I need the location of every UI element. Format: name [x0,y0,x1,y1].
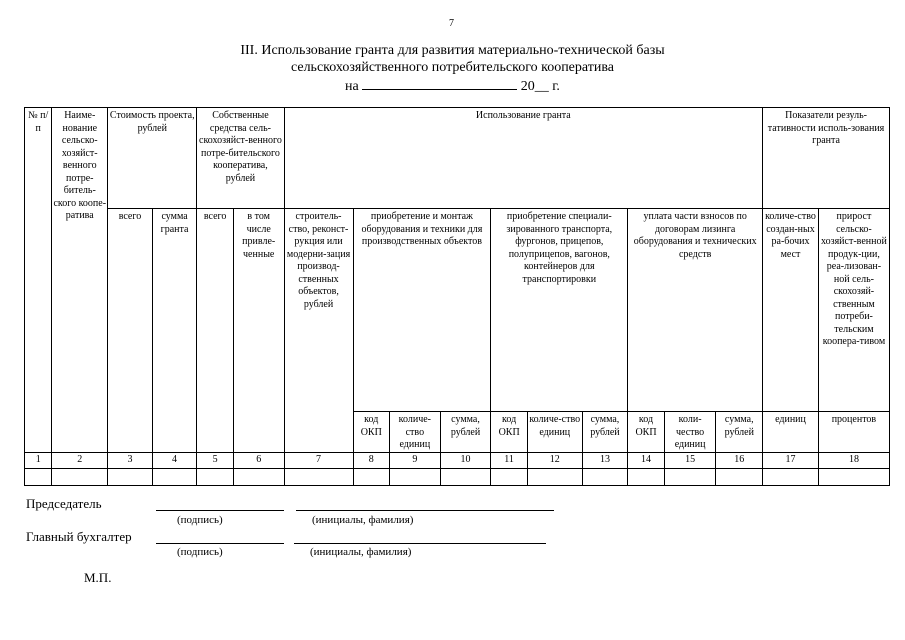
column-number: 7 [284,453,353,469]
column-number: 10 [440,453,491,469]
column-number: 14 [628,453,665,469]
empty-cell[interactable] [716,469,763,486]
header-growth: прирост сельско-хозяйст-венной продук-ции, реа-лизован-ной сель-скохозяй-ственным потреби-тельским коопера-тивом [818,209,889,412]
period-prefix: на [345,79,359,94]
header-equipment-okp: код ОКП [353,412,390,453]
column-number-row [25,453,890,469]
header-construction: строитель-ство, реконст-рукция или модерни-зация производ-ственных объектов, рублей [284,209,353,453]
header-transport-sum: сумма, рублей [582,412,628,453]
empty-cell[interactable] [491,469,528,486]
chairman-signature-line[interactable] [156,510,284,511]
grant-usage-table [24,107,890,486]
empty-cell[interactable] [664,469,716,486]
header-own-funds-group: Собственные средства сель-скохозяйст-венного потре-бительского кооператива, рублей [197,108,284,209]
header-transport-qty: количе-ство единиц [527,412,582,453]
header-leasing-sum: сумма, рублей [716,412,763,453]
stamp-label: М.П. [84,570,112,585]
column-number: 2 [52,453,108,469]
header-cost-group: Стоимость проекта, рублей [108,108,197,209]
chairman-name-caption: (инициалы, фамилия) [312,514,414,526]
header-leasing-group: уплата части взносов по договорам лизинга оборудования и технических средств [628,209,763,412]
column-number: 16 [716,453,763,469]
column-number: 15 [664,453,716,469]
empty-cell[interactable] [440,469,491,486]
chairman-name-line[interactable] [296,510,554,511]
header-num: № п/п [25,108,52,453]
header-own-attracted: в том числе привле-ченные [233,209,284,453]
period-year: 20__ г. [520,79,560,94]
column-number: 4 [152,453,197,469]
header-equipment-group: приобретение и монтаж оборудования и техники для производственных объектов [353,209,491,412]
empty-cell[interactable] [152,469,197,486]
empty-cell[interactable] [390,469,441,486]
header-cooperative-name: Наиме-нование сельско-хозяйст-венного потре-битель-ского коопе-ратива [52,108,108,453]
column-number: 12 [527,453,582,469]
title-period [0,77,905,95]
empty-cell[interactable] [527,469,582,486]
empty-cell[interactable] [628,469,665,486]
header-units: единиц [763,412,819,453]
column-number: 18 [818,453,889,469]
accountant-name-caption: (инициалы, фамилия) [310,546,412,558]
header-equipment-qty: количе-ство единиц [390,412,441,453]
chairman-signature-caption: (подпись) [177,514,223,526]
header-usage-group: Использование гранта [284,108,763,209]
accountant-name-line[interactable] [294,543,546,544]
header-cost-grant: сумма гранта [152,209,197,453]
column-number: 17 [763,453,819,469]
column-number: 3 [108,453,153,469]
empty-cell[interactable] [818,469,889,486]
column-number: 6 [233,453,284,469]
column-number: 5 [197,453,234,469]
title-line-1: III. Использование гранта для развития материально-технической базы [240,43,665,58]
header-leasing-qty: коли-чество единиц [664,412,716,453]
header-own-total: всего [197,209,234,453]
header-transport-group: приобретение специали-зированного транспорта, фургонов, прицепов, полуприцепов, вагонов, контейнеров для транспортировки [491,209,628,412]
column-number: 8 [353,453,390,469]
empty-data-row [25,469,890,486]
empty-cell[interactable] [197,469,234,486]
empty-cell[interactable] [52,469,108,486]
column-number: 1 [25,453,52,469]
period-blank [362,77,517,90]
page-number: 7 [449,18,454,29]
title-line-2: сельскохозяйственного потребительского кооператива [290,60,615,75]
header-percent: процентов [818,412,889,453]
header-leasing-okp: код ОКП [628,412,665,453]
column-number: 11 [491,453,528,469]
header-jobs: количе-ство создан-ных ра-бочих мест [763,209,819,412]
empty-cell[interactable] [353,469,390,486]
empty-cell[interactable] [108,469,153,486]
empty-cell[interactable] [763,469,819,486]
header-cost-total: всего [108,209,153,453]
header-performance-group: Показатели резуль-тативности исполь-зования гранта [763,108,890,209]
column-number: 9 [390,453,441,469]
accountant-signature-caption: (подпись) [177,546,223,558]
empty-cell[interactable] [233,469,284,486]
empty-cell[interactable] [582,469,628,486]
empty-cell[interactable] [25,469,52,486]
accountant-signature-line[interactable] [156,543,284,544]
empty-cell[interactable] [284,469,353,486]
chairman-label: Председатель [26,496,102,511]
accountant-label: Главный бухгалтер [26,529,132,544]
column-number: 13 [582,453,628,469]
header-transport-okp: код ОКП [491,412,528,453]
header-equipment-sum: сумма, рублей [440,412,491,453]
